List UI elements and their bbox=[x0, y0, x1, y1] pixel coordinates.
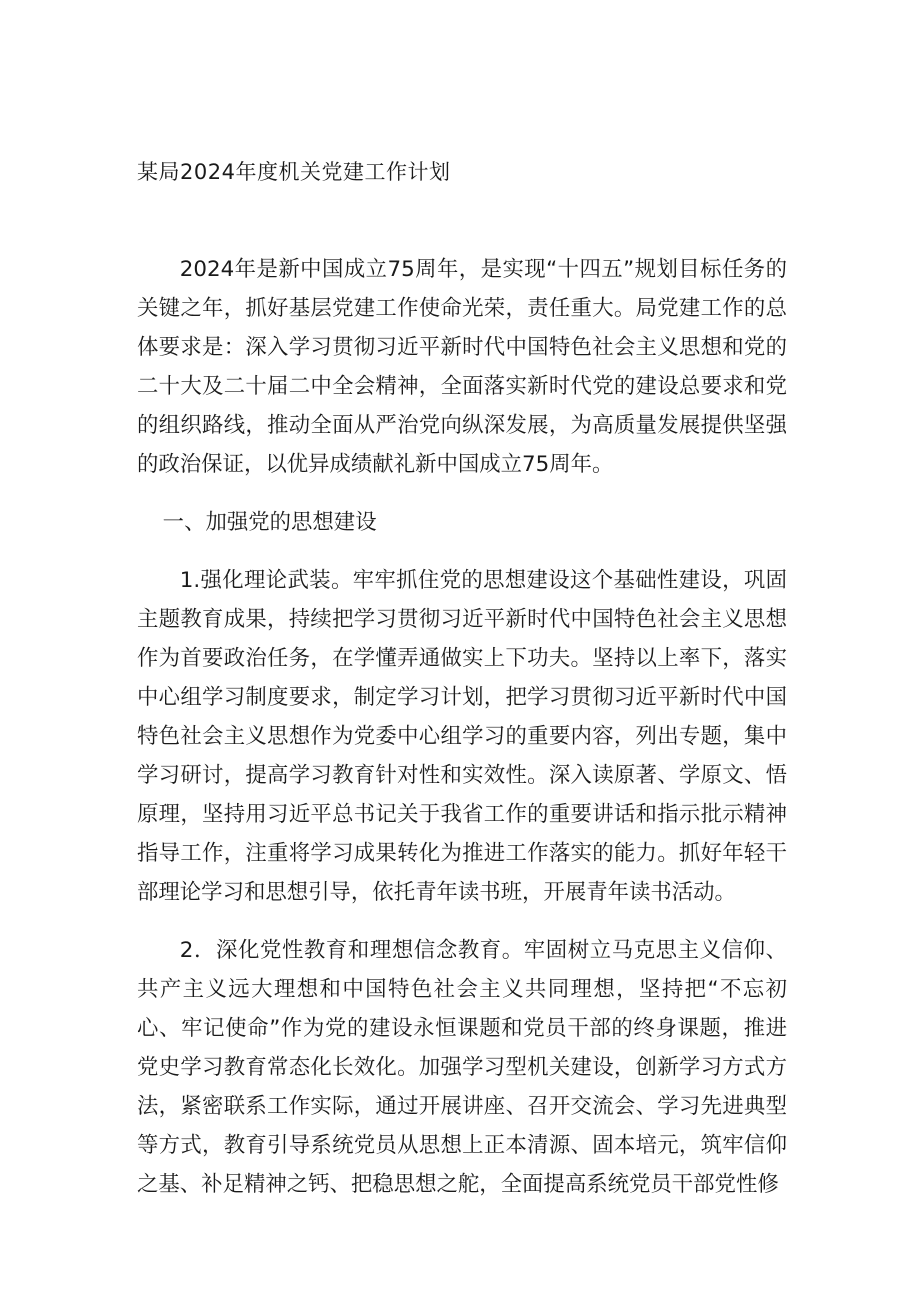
item-2-paragraph: 2．深化党性教育和理想信念教育。牢固树立马克思主义信仰、共产主义远大理想和中国特色社会主义共同理想，坚持把“不忘初心、牢记使命”作为党的建设永恒课题和党员干部的终身课题，推进党史学习教育常态化长效化。加强学习型机关建设，创新学习方式方法，紧密联系工作实际，通过开展讲座、召开交流会、学习先进典型等方式，教育引导系统党员从思想上正本清源、固本培元，筑牢信仰之基、补足精神之钙、把稳思想之舵，全面提高系统党员干部党性修 bbox=[137, 938, 787, 1197]
document-body bbox=[137, 250, 787, 1204]
intro-paragraph: 2024年是新中国成立75周年，是实现“十四五”规划目标任务的关键之年，抓好基层党建工作使命光荣，责任重大。局党建工作的总体要求是：深入学习贯彻习近平新时代中国特色社会主义思想和党的二十大及二十届二中全会精神，全面落实新时代党的建设总要求和党的组织路线，推动全面从严治党向纵深发展，为高质量发展提供坚强的政治保证，以优异成绩献礼新中国成立75周年。 bbox=[137, 257, 787, 477]
document-title: 某局2024年度机关党建工作计划 bbox=[137, 160, 451, 184]
section-heading-ideological-building: 一、加强党的思想建设 bbox=[162, 510, 377, 535]
item-1-paragraph: 1.强化理论武装。牢牢抓住党的思想建设这个基础性建设，巩固主题教育成果，持续把学习贯彻习近平新时代中国特色社会主义思想作为首要政治任务，在学懂弄通做实上下功夫。坚持以上率下，落实中心组学习制度要求，制定学习计划，把学习贯彻习近平新时代中国特色社会主义思想作为党委中心组学习的重要内容，列出专题，集中学习研讨，提高学习教育针对性和实效性。深入读原著、学原文、悟原理，坚持用习近平总书记关于我省工作的重要讲话和指示批示精神指导工作，注重将学习成果转化为推进工作落实的能力。抓好年轻干部理论学习和思想引导，依托青年读书班，开展青年读书活动。 bbox=[137, 568, 787, 905]
